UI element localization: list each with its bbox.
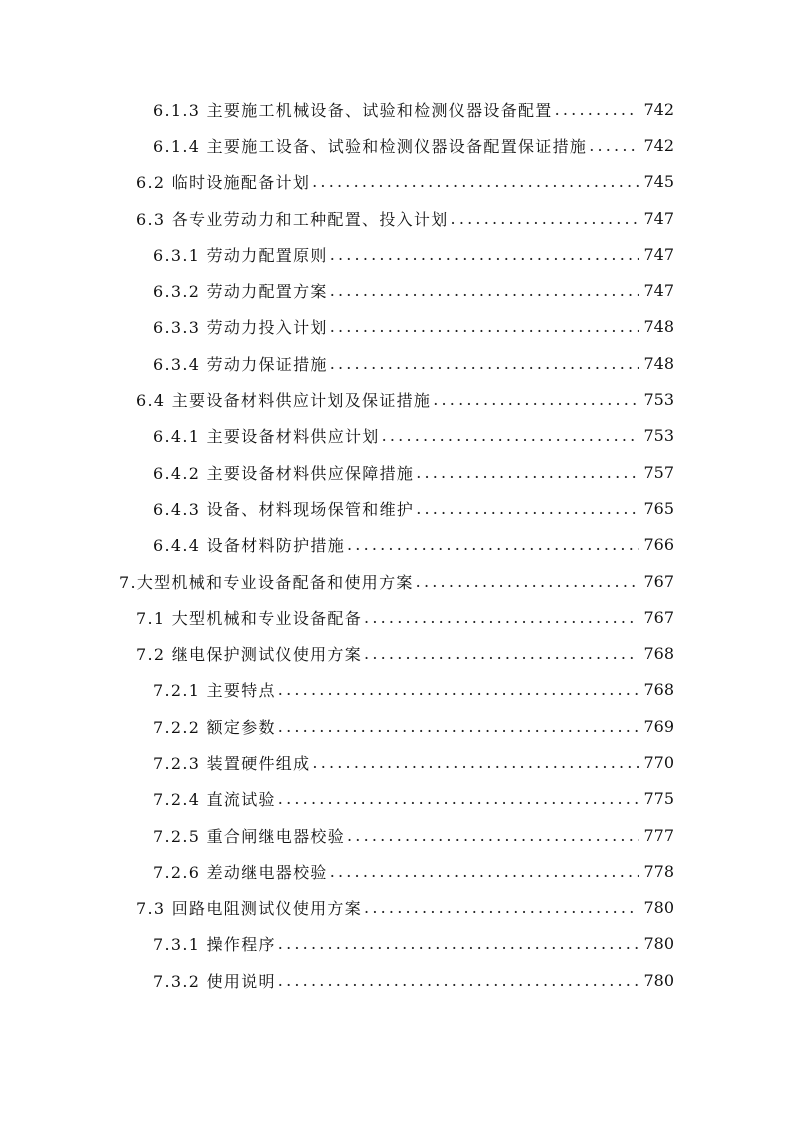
toc-dot-leader (416, 499, 639, 518)
toc-entry-title: 6.4 主要设备材料供应计划及保证措施 (136, 391, 432, 411)
toc-entry-title: 6.4.3 设备、材料现场保管和维护 (153, 499, 415, 519)
toc-dot-leader (589, 136, 639, 155)
toc-entry-page: 770 (643, 752, 674, 772)
toc-entry-title: 7.2.2 额定参数 (153, 717, 276, 737)
toc-entry-title: 7.2.4 直流试验 (153, 790, 276, 810)
toc-entry-title: 6.3.3 劳动力投入计划 (153, 318, 328, 338)
toc-dot-leader (330, 245, 640, 264)
toc-dot-leader (312, 753, 639, 772)
toc-entry[interactable] (0, 853, 793, 889)
toc-entry[interactable] (0, 418, 793, 454)
toc-entry[interactable] (0, 781, 793, 817)
toc-entry-title: 6.2 临时设施配备计划 (136, 173, 311, 193)
toc-dot-leader (330, 862, 640, 881)
toc-entry-title: 7.3.2 使用说明 (153, 971, 276, 991)
toc-entry[interactable] (0, 454, 793, 490)
toc-entry[interactable] (0, 236, 793, 272)
toc-entry[interactable] (0, 91, 793, 127)
toc-entry-title: 7.1 大型机械和专业设备配备 (136, 608, 363, 628)
toc-dot-leader (330, 281, 640, 300)
toc-entry[interactable] (0, 599, 793, 635)
toc-entry[interactable] (0, 381, 793, 417)
toc-entry-page: 748 (643, 317, 674, 337)
toc-dot-leader (278, 717, 640, 736)
toc-dot-leader (364, 898, 639, 917)
toc-entry-title: 7.2.1 主要特点 (153, 681, 276, 701)
toc-entry-title: 6.4.4 设备材料防护措施 (153, 536, 345, 556)
toc-entry-page: 747 (643, 281, 674, 301)
toc-entry-page: 775 (643, 789, 674, 809)
toc-entry[interactable] (0, 490, 793, 526)
toc-entry-page: 757 (643, 462, 674, 482)
toc-dot-leader (382, 426, 640, 445)
toc-entry[interactable] (0, 962, 793, 998)
toc-entry-page: 780 (643, 934, 674, 954)
toc-entry-title: 7.2.5 重合闸继电器校验 (153, 826, 345, 846)
toc-entry-page: 745 (643, 172, 674, 192)
toc-entry[interactable] (0, 345, 793, 381)
toc-entry-page: 753 (643, 426, 674, 446)
toc-entry-page: 777 (643, 825, 674, 845)
toc-entry-title: 7.2.3 装置硬件组成 (153, 753, 311, 773)
toc-entry-title: 6.4.2 主要设备材料供应保障措施 (153, 463, 415, 483)
toc-entry-page: 748 (643, 353, 674, 373)
toc-dot-leader (364, 608, 639, 627)
table-of-contents (0, 91, 793, 998)
toc-dot-leader (312, 172, 639, 191)
toc-dot-leader (278, 934, 640, 953)
toc-entry[interactable] (0, 744, 793, 780)
toc-dot-leader (555, 100, 640, 119)
toc-entry[interactable] (0, 672, 793, 708)
toc-entry[interactable] (0, 890, 793, 926)
toc-entry-page: 780 (643, 970, 674, 990)
toc-entry-title: 7.2.6 差动继电器校验 (153, 862, 328, 882)
toc-entry-title: 7.大型机械和专业设备配备和使用方案 (119, 572, 414, 592)
toc-dot-leader (347, 535, 639, 554)
toc-entry-page: 747 (643, 244, 674, 264)
toc-entry[interactable] (0, 635, 793, 671)
toc-entry-page: 742 (643, 99, 674, 119)
toc-entry[interactable] (0, 200, 793, 236)
toc-dot-leader (347, 826, 639, 845)
toc-dot-leader (416, 572, 640, 591)
toc-dot-leader (278, 789, 640, 808)
toc-entry-title: 7.2 继电保护测试仪使用方案 (136, 645, 363, 665)
toc-dot-leader (433, 390, 639, 409)
toc-entry-page: 767 (643, 571, 674, 591)
toc-entry-page: 742 (643, 135, 674, 155)
toc-entry-title: 6.1.4 主要施工设备、试验和检测仪器设备配置保证措施 (153, 136, 588, 156)
toc-dot-leader (416, 463, 639, 482)
toc-dot-leader (364, 644, 639, 663)
toc-dot-leader (278, 680, 640, 699)
toc-entry-page: 768 (643, 680, 674, 700)
toc-entry-page: 767 (643, 607, 674, 627)
toc-entry-title: 6.3.1 劳动力配置原则 (153, 245, 328, 265)
toc-entry-title: 6.4.1 主要设备材料供应计划 (153, 427, 380, 447)
toc-dot-leader (278, 971, 640, 990)
toc-entry-title: 7.3 回路电阻测试仪使用方案 (136, 899, 363, 919)
toc-dot-leader (330, 354, 640, 373)
toc-entry-title: 6.3 各专业劳动力和工种配置、投入计划 (136, 209, 449, 229)
toc-entry-page: 769 (643, 716, 674, 736)
toc-entry-title: 6.3.2 劳动力配置方案 (153, 282, 328, 302)
toc-entry-title: 6.1.3 主要施工机械设备、试验和检测仪器设备配置 (153, 100, 553, 120)
toc-entry-page: 766 (643, 535, 674, 555)
toc-entry[interactable] (0, 127, 793, 163)
toc-entry-page: 765 (643, 498, 674, 518)
toc-entry[interactable] (0, 563, 793, 599)
toc-entry-page: 768 (643, 644, 674, 664)
toc-entry[interactable] (0, 708, 793, 744)
toc-entry[interactable] (0, 926, 793, 962)
toc-entry[interactable] (0, 309, 793, 345)
toc-entry-page: 747 (643, 208, 674, 228)
toc-entry-page: 778 (643, 861, 674, 881)
toc-entry[interactable] (0, 164, 793, 200)
toc-entry[interactable] (0, 527, 793, 563)
toc-entry[interactable] (0, 817, 793, 853)
toc-dot-leader (330, 317, 640, 336)
toc-entry-title: 7.3.1 操作程序 (153, 935, 276, 955)
toc-dot-leader (451, 209, 640, 228)
toc-entry[interactable] (0, 272, 793, 308)
toc-entry-page: 780 (643, 898, 674, 918)
toc-entry-page: 753 (643, 390, 674, 410)
toc-entry-title: 6.3.4 劳动力保证措施 (153, 354, 328, 374)
